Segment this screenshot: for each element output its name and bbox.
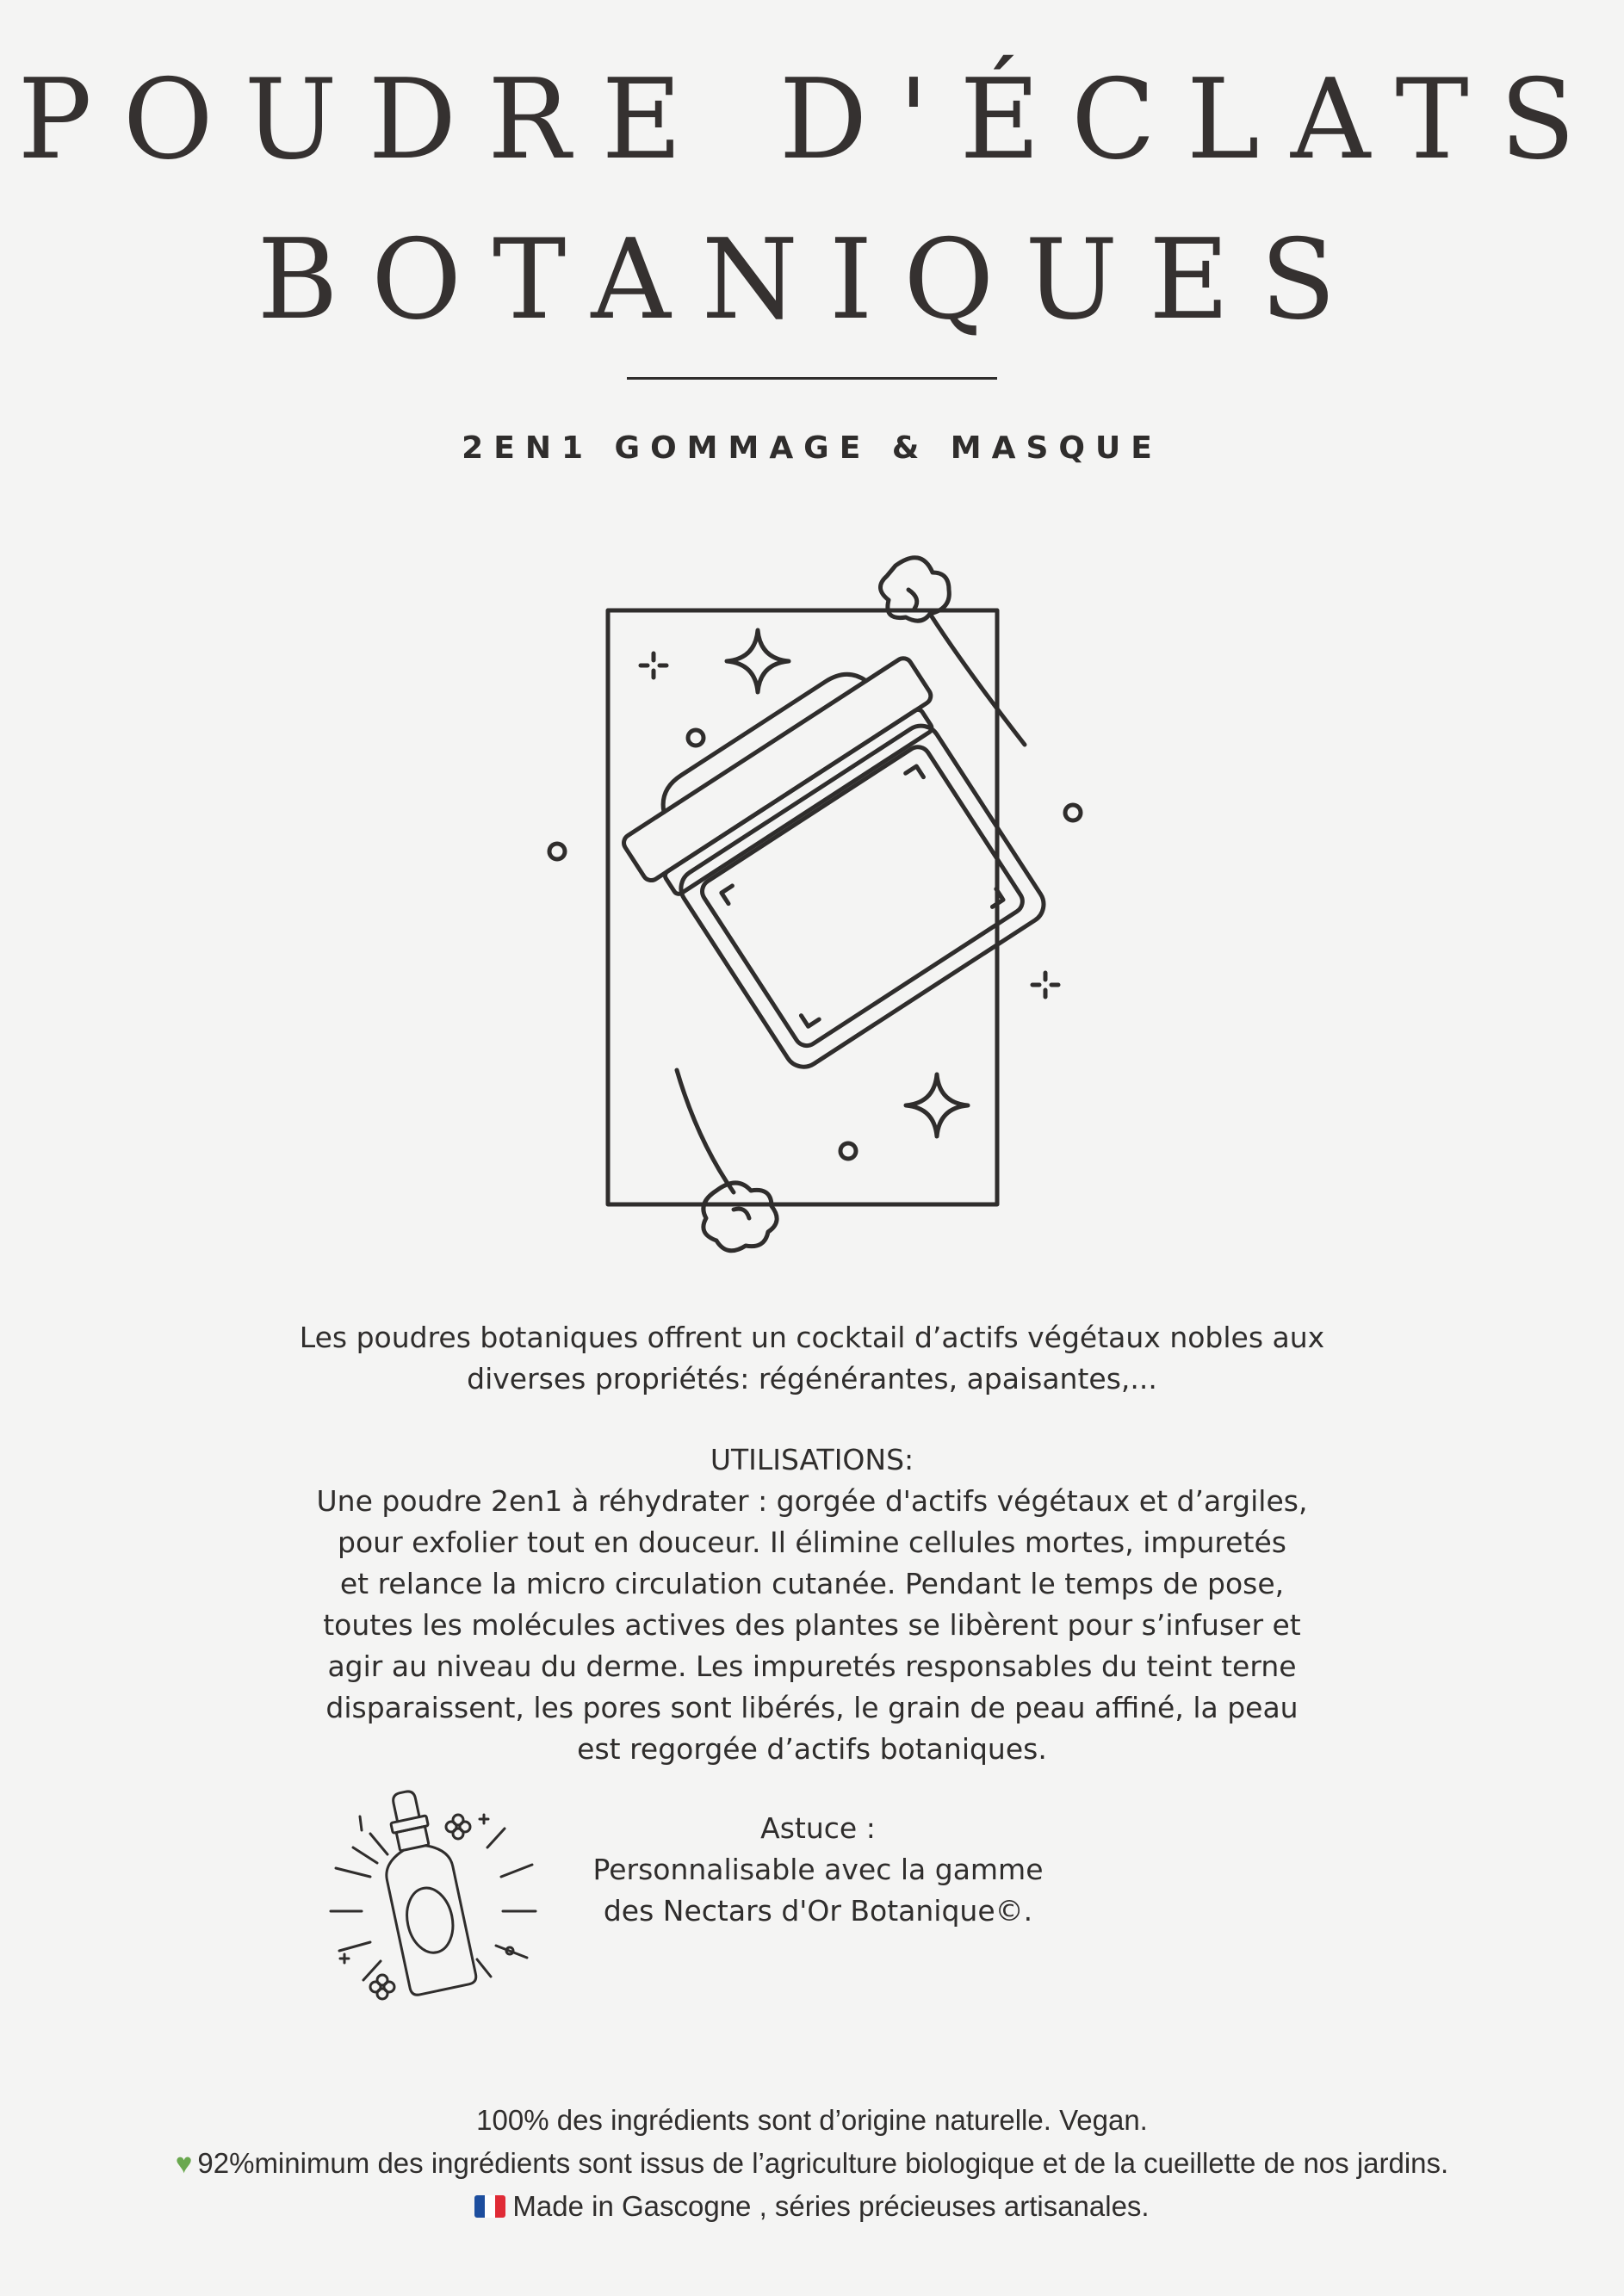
usage-line: disparaissent, les pores sont libérés, le grain de peau affiné, la peau: [325, 1691, 1299, 1724]
usage-line: est regorgée d’actifs botaniques.: [577, 1732, 1047, 1766]
france-flag-icon: [474, 2195, 505, 2218]
tip-heading: Astuce :: [760, 1811, 876, 1845]
footer-line-3: [0, 2185, 1624, 2228]
usage-heading: UTILISATIONS:: [710, 1443, 914, 1476]
usage-line: Une poudre 2en1 à réhydrater : gorgée d'actifs végétaux et d’argiles,: [316, 1484, 1308, 1518]
footer-line-3-text: Made in Gascogne , séries précieuses artisanales.: [512, 2190, 1150, 2222]
title-line-2: BOTANIQUES: [257, 216, 1367, 344]
usage-text: [241, 1481, 1383, 1770]
title-divider: [627, 377, 997, 380]
intro-line-2: diverses propriétés: régénérantes, apaisantes,...: [467, 1362, 1157, 1396]
subtitle: 2EN1 GOMMAGE & MASQUE: [462, 430, 1162, 466]
tip-line-2: des Nectars d'Or Botanique©.: [603, 1894, 1033, 1928]
tip-line-1: Personnalisable avec la gamme: [592, 1853, 1044, 1886]
usage-line: pour exfolier tout en douceur. Il élimine cellules mortes, impuretés: [338, 1526, 1286, 1559]
footer-line-2: [0, 2142, 1624, 2185]
serum-bottle-icon: [319, 1782, 551, 2014]
usage-line: et relance la micro circulation cutanée. Pendant le temps de pose,: [339, 1567, 1285, 1600]
compact-powder-icon: [517, 538, 1119, 1253]
title-line-1: POUDRE D'ÉCLATS: [17, 56, 1607, 184]
green-heart-icon: ♥: [175, 2147, 193, 2179]
footer-line-1: 100% des ingrédients sont d’origine naturelle. Vegan.: [476, 2104, 1148, 2136]
usage-line: agir au niveau du derme. Les impuretés responsables du teint terne: [327, 1649, 1297, 1683]
intro-line-1: Les poudres botaniques offrent un cocktail d’actifs végétaux nobles aux: [299, 1321, 1325, 1354]
footer-line-2-text: 92%minimum des ingrédients sont issus de l’agriculture biologique et de la cueillette de nos jardins.: [197, 2147, 1449, 2179]
usage-line: toutes les molécules actives des plantes se libèrent pour s’infuser et: [323, 1608, 1301, 1642]
intro-text: [241, 1317, 1383, 1400]
